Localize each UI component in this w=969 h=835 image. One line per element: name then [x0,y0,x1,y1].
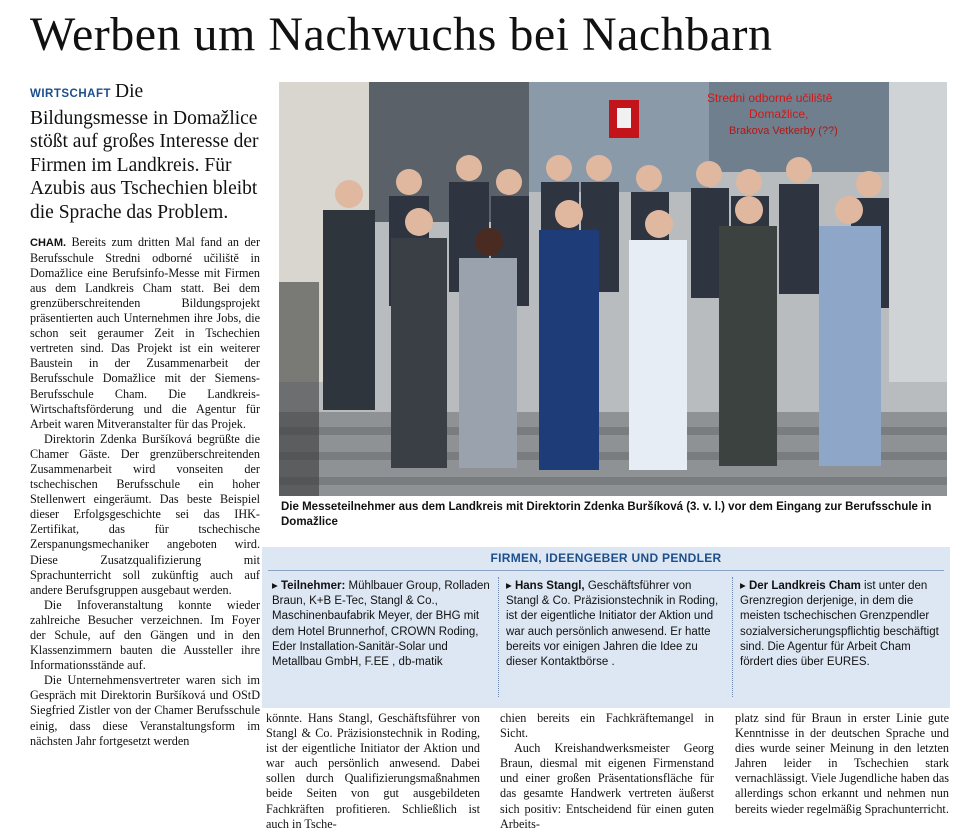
triangle-bullet-icon: ▸ [506,580,515,592]
info-box-col3-lead: Der Landkreis Cham [748,580,861,592]
info-box-col3-text: ist unter den Grenzregion derjenige, in dem die meisten tschechischen Grenzpendler sozialversicherungspflichtig beschäftigt sind. Die Agentur für Arbeit Cham fördert dies über EURES. [740,580,939,669]
info-box-column-1 [272,579,490,670]
body-paragraph-4: Die Unternehmensvertreter waren sich im Gespräch mit Direktorin Buršíková und OStD Siegfried Zistler von der Chamer Berufsschule einig, dass diese Veranstaltungsform im nächsten Jahr fortgesetzt werden [30,673,260,748]
paragraph-text: chien bereits ein Fachkräftemangel in Sicht. [500,711,714,741]
info-box-col1-lead: Teilnehmer: [280,580,346,592]
article-headline: Werben um Nachwuchs bei Nachbarn [30,8,773,61]
info-box-separator-1 [498,577,499,697]
group-photo-illustration [279,82,947,496]
info-box-col2-lead: Hans Stangl, [514,580,585,592]
info-box-col1-text: Mühlbauer Group, Rolladen Braun, K+B E-Tec, Stangl & Co., Maschinenbaufabrik Meyer, der BHG mit dem Hotel Brunnerhof, CROWN Roding, Eder Installation-Sanitär-Solar und Metallbau GmbH, F.EE , db-matik [272,580,490,669]
info-box-divider [268,570,944,571]
info-box-separator-2 [732,577,733,697]
triangle-bullet-icon: ▸ [272,580,281,592]
info-box-column-2 [506,579,724,670]
paragraph-text: Bereits zum dritten Mal fand an der Berufsschule Stredni odborné učiliště in Domažlice eine Berufsinfo-Messe mit Firmen aus dem Landkreis Cham statt. Bei dem grenzüberschreitenden Bildungsprojekt präsentierten auch Unternehmen ihre Jobs, die schon seit geraumer Zeit in Tschechien vertreten sind. Das Projekt ist ein weiterer Baustein in der Zusammenarbeit der Berufsschule Domažlice mit der Siemens-Berufsschule Cham. Die Landkreis-Wirtschaftsförderung und die Agentur für Arbeit waren Mitveranstalter für das Projek. [30,234,261,431]
info-box [262,547,950,708]
body-paragraph-1 [30,235,260,432]
article-lead [30,80,260,225]
info-box-column-3 [740,579,944,670]
school-sign-line-3: Brakova Vetkerby (??) [729,125,838,137]
school-sign-line-1: Stredni odborné učiliště [707,91,833,105]
info-box-col2-text: Geschäftsführer von Stangl & Co. Präzisionstechnik in Roding, ist der eigentliche Initiator der Aktion und war auch persönlich anwesend. Er hatte bereits vor einigen Jahren die Idee zu dieser Kontaktbörse . [506,580,719,669]
article-column-4: platz sind für Braun in erster Linie gute Kenntnisse in der deutschen Sprache und dies wurde seiner Meinung in den letzten Jahren leider in Tschechien stark vernachlässigt. Viele Jugendliche haben das allerdings schon erkannt und nehmen nun bereits wieder regelmäßig Sprachunterricht. [735,711,949,816]
article-column-2: könnte. Hans Stangl, Geschäftsführer von Stangl & Co. Präzisionstechnik in Roding, ist der eigentliche Initiator der Aktion und war auch persönlich anwesend. Dabei sollen durch Qualifizierungsmaßnahmen beide Seiten von gut ausgebildeten Fachkräften profitieren. Schließlich ist auch in Tsche- [266,711,480,831]
school-sign-line-2: Domažlice, [749,107,809,121]
group-photo [279,82,947,496]
dateline: CHAM. [30,236,67,249]
article-column-1 [30,80,260,749]
info-box-title: FIRMEN, IDEENGEBER UND PENDLER [490,551,722,565]
body-paragraph-2: Direktorin Zdenka Buršíková begrüßte die Chamer Gäste. Der grenzüberschreitenden Zusammenarbeit wird vonseiten der tschechischen Berufsschule ein hoher Stellenwert eingeräumt. Das beste Beispiel dieser Erfolgsgeschichte sei das IHK-Zertifikat, das für tschechische Zerspanungsmechaniker angeboten wird. Diese Zusatzqualifizierung mit Sprachunterricht soll zukünftig auch auf andere Berufsgruppen ausgebaut werden. [30,431,260,597]
paragraph-text: Auch Kreishandwerksmeister Georg Braun, diesmal mit eigenen Firmenstand und einer großen Präsentationsfläche für das gesamte Handwerk vertreten äußerst sich positiv: Entscheidend für einen guten Arbeits- [500,741,714,831]
section-kicker: WIRTSCHAFT [30,88,112,100]
article-column-3 [500,711,714,832]
photo-caption: Die Messeteilnehmer aus dem Landkreis mit Direktorin Zdenka Buršíková (3. v. l.) vor dem Eingang zur Berufsschule in Domažlice [281,501,932,528]
body-paragraph-3: Die Infoveranstaltung konnte wieder zahlreiche Besucher verzeichnen. Im Foyer der Schule, auf den Gängen und in den Klassenzimmern bauten die Aussteller ihre Informationsstände auf. [30,597,260,673]
triangle-bullet-icon: ▸ [740,580,749,592]
lead-text: Die Bildungsmesse in Domažlice stößt auf großes Interesse der Firmen im Landkreis. Für Azubis aus Tschechien bleibt die Sprache das Problem. [30,81,259,223]
